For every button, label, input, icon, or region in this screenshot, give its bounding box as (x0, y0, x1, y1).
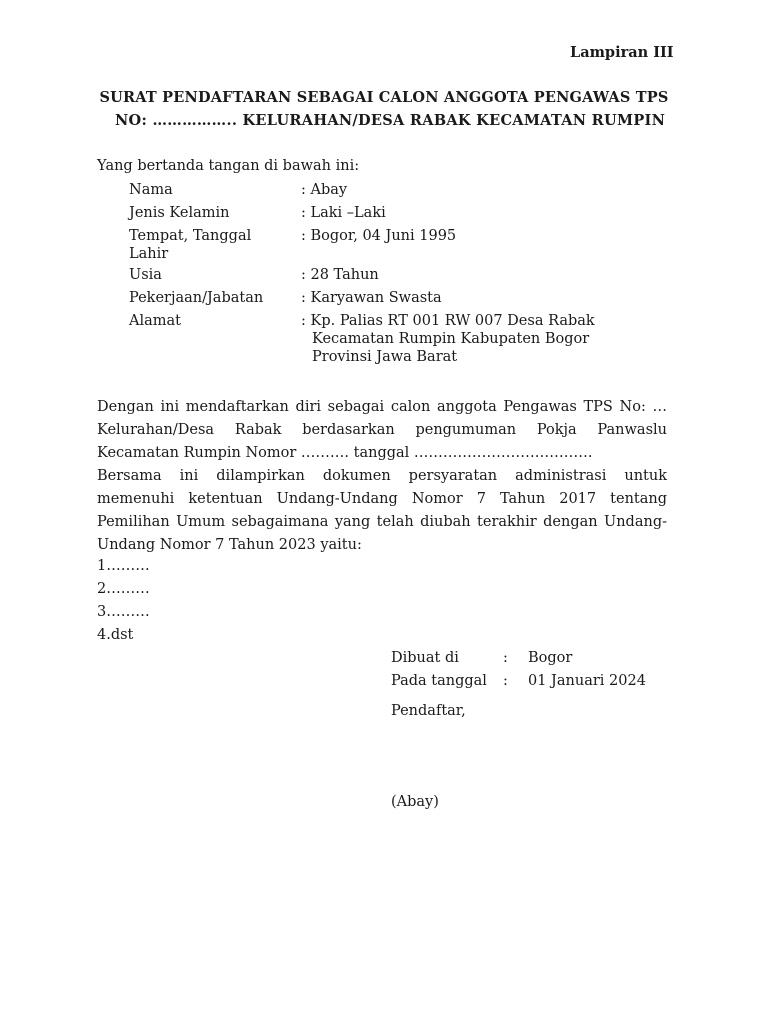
paragraph-2-line1: Bersama ini dilampirkan dokumen persyaratan administrasi untuk (97, 468, 667, 484)
field-label-name: Nama (129, 182, 173, 198)
signature-place-value: Bogor (528, 650, 573, 666)
paragraph-2-line4: Undang Nomor 7 Tahun 2023 yaitu: (97, 537, 362, 553)
field-label-birth-cont: Lahir (129, 246, 169, 262)
list-item: 3……… (97, 604, 150, 620)
letter-title: SURAT PENDAFTARAN SEBAGAI CALON ANGGOTA PENGAWAS TPS (99, 89, 669, 106)
paragraph-1-line1: Dengan ini mendaftarkan diri sebagai calon anggota Pengawas TPS No: … (97, 399, 667, 415)
signature-role: Pendaftar, (391, 703, 466, 719)
field-value-age: : 28 Tahun (301, 267, 379, 283)
field-value-address: : Kp. Palias RT 001 RW 007 Desa Rabak (301, 313, 595, 329)
signature-date-label: Pada tanggal (391, 673, 487, 689)
field-label-address: Alamat (129, 313, 181, 329)
field-value-name: : Abay (301, 182, 348, 198)
attachment-label: Lampiran III (570, 44, 674, 61)
letter-subtitle: NO: …………….. KELURAHAN/DESA RABAK KECAMATAN RUMPIN (115, 112, 666, 129)
field-value-address-line3: Provinsi Jawa Barat (312, 349, 458, 365)
field-value-occupation: : Karyawan Swasta (301, 290, 442, 306)
field-value-gender: : Laki –Laki (301, 205, 386, 221)
field-label-gender: Jenis Kelamin (129, 205, 230, 221)
field-value-birth: : Bogor, 04 Juni 1995 (301, 228, 457, 244)
signature-place-colon: : (503, 650, 508, 666)
list-item: 4.dst (97, 627, 134, 643)
field-label-occupation: Pekerjaan/Jabatan (129, 290, 264, 306)
paragraph-2-line3: Pemilihan Umum sebagaimana yang telah diubah terakhir dengan Undang- (97, 514, 667, 530)
field-label-birth: Tempat, Tanggal (129, 228, 252, 244)
list-item: 2……… (97, 581, 150, 597)
signature-place-label: Dibuat di (391, 650, 459, 666)
paragraph-1-line2: Kelurahan/Desa Rabak berdasarkan pengumuman Pokja Panwaslu (97, 422, 667, 438)
intro-text: Yang bertanda tangan di bawah ini: (97, 158, 360, 174)
field-value-address-line2: Kecamatan Rumpin Kabupaten Bogor (312, 331, 590, 347)
signature-date-colon: : (503, 673, 508, 689)
signature-name: (Abay) (391, 794, 439, 810)
list-item: 1……… (97, 558, 150, 574)
signature-date-value: 01 Januari 2024 (528, 673, 646, 689)
paragraph-1-line3: Kecamatan Rumpin Nomor ………. tanggal ………………………………. (97, 445, 593, 461)
field-label-age: Usia (129, 267, 162, 283)
paragraph-2-line2: memenuhi ketentuan Undang-Undang Nomor 7 Tahun 2017 tentang (97, 491, 667, 507)
